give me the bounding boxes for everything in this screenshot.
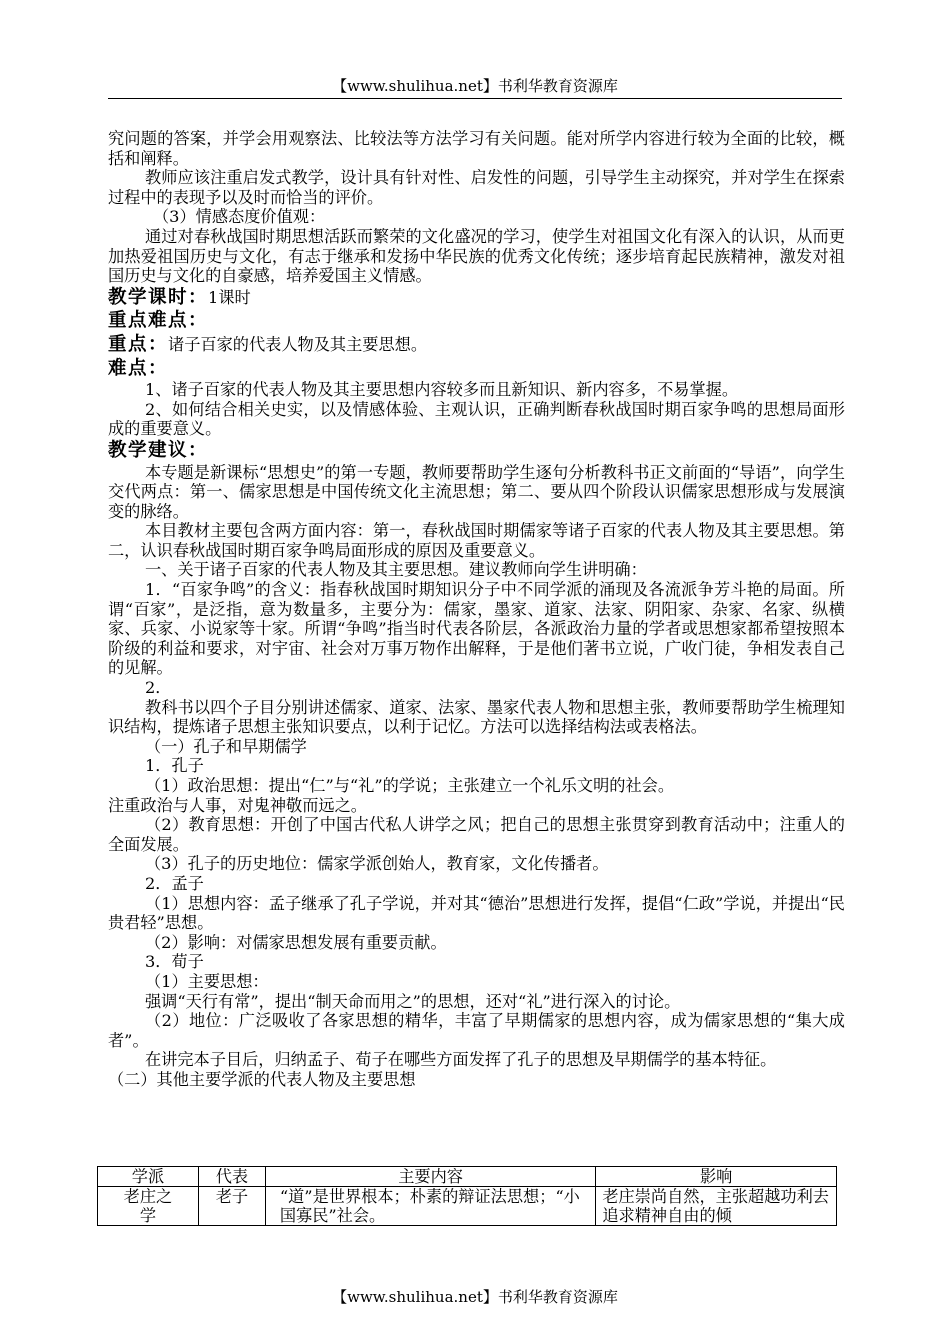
page-footer: 【www.shulihua.net】书利华教育资源库 [332, 1288, 618, 1306]
paragraph: 注重政治与人事，对鬼神敬而远之。 [108, 795, 367, 815]
paragraph: （2）地位：广泛吸收了各家思想的精华，丰富了早期儒家的思想内容，成为儒家思想的“集大成者”。 [108, 1011, 845, 1050]
schools-table [97, 1166, 837, 1226]
paragraph: （3）情感态度价值观： [153, 207, 326, 227]
paragraph: 教科书以四个子目分别讲述儒家、道家、法家、墨家代表人物和思想主张，教师要帮助学生梳理知识结构，提炼诸子思想主张知识要点，以利于记忆。方法可以选择结构法或表格法。 [108, 697, 845, 737]
table-cell-school: 老庄之学 [98, 1187, 199, 1226]
table-cell-representative: 老子 [198, 1187, 265, 1226]
paragraph: 1．“百家争鸣”的含义：指春秋战国时期知识分子中不同学派的涌现及各流派争芳斗艳的局面。所谓“百家”，是泛指，意为数量多，主要分为：儒家，墨家、道家、法家、阴阳家、杂家、名家、纵横家、兵家、小说家等十家。所谓“争鸣”指当时代表各阶层，各派政治力量的学者或思想家都希望按照本阶级的利益和要求，对宇宙、社会对万事万物作出解释，于是他们著书立说，广收门徒，争相发表自己的见解。 [108, 580, 845, 678]
paragraph: 2．孟子 [145, 873, 204, 893]
paragraph: 2、如何结合相关史实，以及情感体验、主观认识，正确判断春秋战国时期百家争鸣的思想局面形成的重要意义。 [108, 399, 845, 439]
table-header-cell: 代表 [198, 1167, 265, 1187]
paragraph: 本专题是新课标“思想史”的第一专题，教师要帮助学生逐句分析教科书正文前面的“导语”，向学生交代两点：第一、儒家思想是中国传统文化主流思想；第二、要从四个阶段认识儒家思想形成与发展演变的脉络。 [108, 462, 845, 521]
table-header-cell: 学派 [98, 1167, 199, 1187]
heading-teaching-advice [108, 439, 845, 463]
paragraph: （二）其他主要学派的代表人物及主要思想 [108, 1069, 416, 1089]
table-header-cell: 影响 [596, 1167, 837, 1187]
paragraph: 在讲完本子目后，归纳孟子、荀子在哪些方面发挥了孔子的思想及早期儒学的基本特征。 [145, 1050, 777, 1070]
paragraph: （1）主要思想： [145, 971, 269, 991]
heading-label: 重点难点： [108, 310, 209, 332]
paragraph: （1）政治思想：提出“仁”与“礼”的学说；主张建立一个礼乐文明的社会。 [145, 776, 675, 795]
heading-label: 教学课时： [108, 286, 209, 308]
header-divider [108, 98, 842, 99]
table-header-row [98, 1167, 837, 1187]
heading-label: 难点： [108, 357, 169, 379]
paragraph: （2）影响：对儒家思想发展有重要贡献。 [145, 932, 447, 952]
paragraph: 强调“天行有常”，提出“制天命而用之”的思想，还对“礼”进行深入的讨论。 [145, 991, 681, 1011]
heading-label: 教学建议： [108, 439, 209, 461]
paragraph: （2）教育思想：开创了中国古代私人讲学之风；把自己的思想主张贯穿到教育活动中；注重人的全面发展。 [108, 815, 845, 854]
paragraph: 一、关于诸子百家的代表人物及其主要思想。建议教师向学生讲明确： [145, 560, 647, 580]
paragraph: 2． [145, 678, 172, 698]
paragraph: 1、诸子百家的代表人物及其主要思想内容较多而且新知识、新内容多，不易掌握。 [145, 380, 739, 400]
page-header: 【www.shulihua.net】书利华教育资源库 [332, 77, 618, 95]
heading-difficult-points [108, 357, 845, 381]
paragraph: 本目教材主要包含两方面内容：第一，春秋战国时期儒家等诸子百家的代表人物及其主要思想。第二，认识春秋战国时期百家争鸣局面形成的原因及重要意义。 [108, 521, 845, 560]
table-cell-content: “道”是世界根本；朴素的辩证法思想；“小国寡民”社会。 [265, 1187, 596, 1226]
paragraph: 3．荀子 [145, 952, 204, 972]
heading-key-points [108, 333, 845, 357]
paragraph: 教师应该注重启发式教学，设计具有针对性、启发性的问题，引导学生主动探究，并对学生在探索过程中的表现予以及时而恰当的评价。 [108, 168, 845, 207]
heading-value: 1课时 [208, 287, 251, 307]
table-cell-impact: 老庄崇尚自然，主张超越功利去追求精神自由的倾 [596, 1187, 837, 1226]
table-header-cell: 主要内容 [265, 1167, 596, 1187]
paragraph: （3）孔子的历史地位：儒家学派创始人，教育家，文化传播者。 [145, 854, 609, 874]
heading-label: 重点： [108, 333, 169, 355]
paragraph: （一）孔子和早期儒学 [145, 736, 307, 756]
paragraph: 究问题的答案，并学会用观察法、比较法等方法学习有关问题。能对所学内容进行较为全面的比较，概括和阐释。 [108, 129, 845, 168]
heading-key-difficult [108, 309, 845, 333]
document-body [108, 129, 845, 1090]
paragraph: 通过对春秋战国时期思想活跃而繁荣的文化盛况的学习，使学生对祖国文化有深入的认识，从而更加热爱祖国历史与文化，有志于继承和发扬中华民族的优秀文化传统；逐步培育起民族精神，激发对祖国历史与文化的自豪感，培养爱国主义情感。 [108, 226, 845, 286]
paragraph: 1．孔子 [145, 756, 204, 776]
paragraph: （1）思想内容：孟子继承了孔子学说，并对其“德治”思想进行发挥，提倡“仁政”学说，并提出“民贵君轻”思想。 [108, 893, 845, 933]
heading-class-hours [108, 286, 845, 310]
table-row [98, 1187, 837, 1226]
heading-value: 诸子百家的代表人物及其主要思想。 [168, 334, 428, 354]
